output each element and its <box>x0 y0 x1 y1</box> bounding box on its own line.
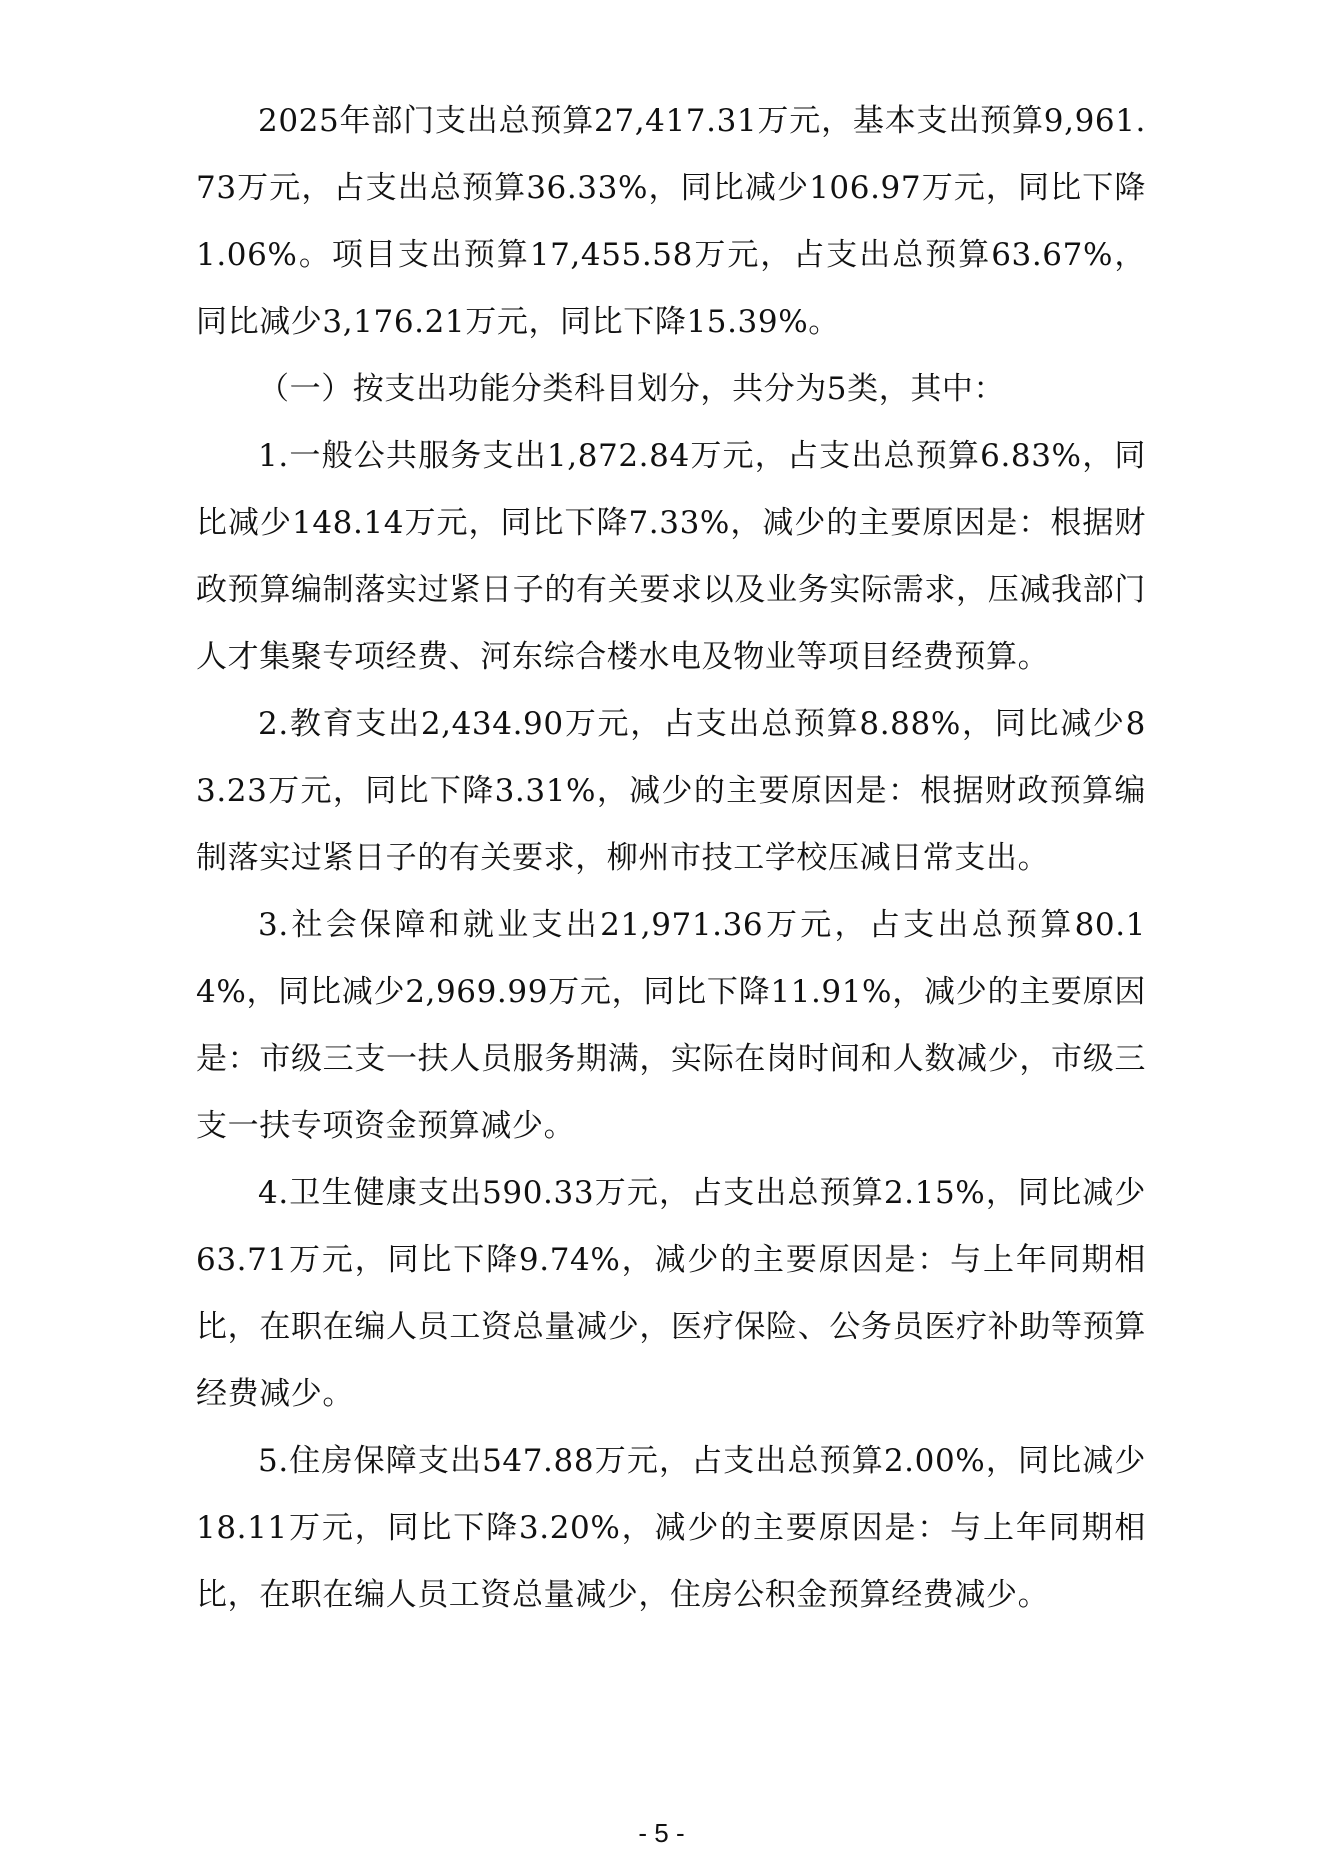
page-number: - 5 - <box>638 1818 685 1848</box>
paragraph-housing: 5.住房保障支出547.88万元，占支出总预算2.00%，同比减少18.11万元，同比下降3.20%，减少的主要原因是：与上年同期相比，在职在编人员工资总量减少，住房公积金预算经费减少。 <box>196 1443 1146 1613</box>
paragraph-education: 2.教育支出2,434.90万元，占支出总预算8.88%，同比减少83.23万元，同比下降3.31%，减少的主要原因是：根据财政预算编制落实过紧日子的有关要求，柳州市技工学校压减日常支出。 <box>196 706 1146 876</box>
paragraph-social-security: 3.社会保障和就业支出21,971.36万元，占支出总预算80.14%，同比减少2,969.99万元，同比下降11.91%，减少的主要原因是：市级三支一扶人员服务期满，实际在岗时间和人数减少，市级三支一扶专项资金预算减少。 <box>196 907 1146 1144</box>
body-text <box>196 88 1146 1629</box>
paragraph-budget-overview: 2025年部门支出总预算27,417.31万元，基本支出预算9,961.73万元，占支出总预算36.33%，同比减少106.97万元，同比下降1.06%。项目支出预算17,455.58万元，占支出总预算63.67%，同比减少3,176.21万元，同比下降15.39%。 <box>196 103 1146 340</box>
paragraph-classification-intro: （一）按支出功能分类科目划分，共分为5类，其中： <box>258 371 1006 407</box>
paragraph-general-public-services: 1.一般公共服务支出1,872.84万元，占支出总预算6.83%，同比减少148.14万元，同比下降7.33%，减少的主要原因是：根据财政预算编制落实过紧日子的有关要求以及业务实际需求，压减我部门人才集聚专项经费、河东综合楼水电及物业等项目经费预算。 <box>196 438 1146 675</box>
paragraph-health: 4.卫生健康支出590.33万元，占支出总预算2.15%，同比减少63.71万元，同比下降9.74%，减少的主要原因是：与上年同期相比，在职在编人员工资总量减少，医疗保险、公务员医疗补助等预算经费减少。 <box>196 1175 1146 1412</box>
